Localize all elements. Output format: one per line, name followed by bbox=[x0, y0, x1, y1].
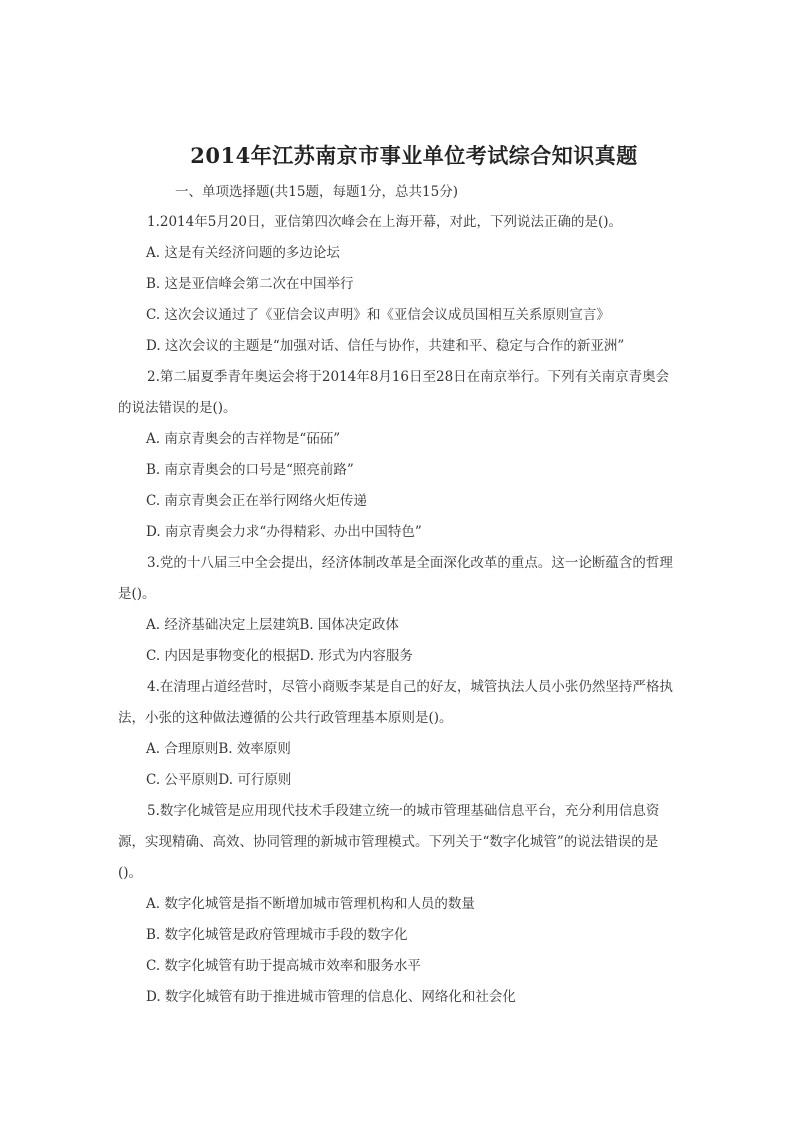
answer-option: C. 这次会议通过了《亚信会议声明》和《亚信会议成员国相互关系原则宣言》 bbox=[146, 307, 610, 323]
answer-option: C. 内因是事物变化的根据D. 形式为内容服务 bbox=[146, 648, 413, 664]
question-stem: 5.数字化城管是应用现代技术手段建立统一的城市管理基础信息平台，充分利用信息资源，实现精确、高效、协同管理的新城市管理模式。下列关于“数字化城管”的说法错误的是()。 bbox=[118, 803, 660, 881]
answer-option: A. 经济基础决定上层建筑B. 国体决定政体 bbox=[146, 617, 399, 633]
question-stem: 2.第二届夏季青年奥运会将于2014年8月16日至28日在南京举行。下列有关南京青奥会的说法错误的是()。 bbox=[118, 369, 670, 416]
question-stem: 3.党的十八届三中全会提出，经济体制改革是全面深化改革的重点。这一论断蕴含的哲理是()。 bbox=[118, 555, 673, 602]
answer-option: A. 这是有关经济问题的多边论坛 bbox=[146, 245, 340, 261]
answer-option: B. 这是亚信峰会第二次在中国举行 bbox=[146, 276, 354, 292]
question-stem: 1.2014年5月20日，亚信第四次峰会在上海开幕，对此，下列说法正确的是()。 bbox=[147, 214, 623, 230]
answer-option: C. 南京青奥会正在举行网络火炬传递 bbox=[146, 493, 367, 509]
question-list bbox=[118, 207, 678, 1013]
answer-option: A. 数字化城管是指不断增加城市管理机构和人员的数量 bbox=[146, 896, 475, 912]
document-title: 2014年江苏南京市事业单位考试综合知识真题 bbox=[190, 143, 638, 168]
answer-option: D. 南京青奥会力求“办得精彩、办出中国特色” bbox=[146, 524, 422, 540]
answer-option: A. 合理原则B. 效率原则 bbox=[146, 741, 291, 757]
question-stem: 4.在清理占道经营时，尽管小商贩李某是自己的好友，城管执法人员小张仍然坚持严格执法，小张的这种做法遵循的公共行政管理基本原则是()。 bbox=[118, 679, 673, 726]
section-heading: 一、单项选择题(共15题，每题1分，总共15分) bbox=[175, 184, 458, 200]
answer-option: B. 数字化城管是政府管理城市手段的数字化 bbox=[146, 927, 408, 943]
answer-option: C. 数字化城管有助于提高城市效率和服务水平 bbox=[146, 958, 421, 974]
answer-option: D. 数字化城管有助于推进城市管理的信息化、网络化和社会化 bbox=[146, 989, 516, 1005]
answer-option: D. 这次会议的主题是“加强对话、信任与协作，共建和平、稳定与合作的新亚洲” bbox=[146, 338, 625, 354]
answer-option: A. 南京青奥会的吉祥物是“砳砳” bbox=[146, 431, 341, 447]
answer-option: B. 南京青奥会的口号是“照亮前路” bbox=[146, 462, 354, 478]
answer-option: C. 公平原则D. 可行原则 bbox=[146, 772, 292, 788]
